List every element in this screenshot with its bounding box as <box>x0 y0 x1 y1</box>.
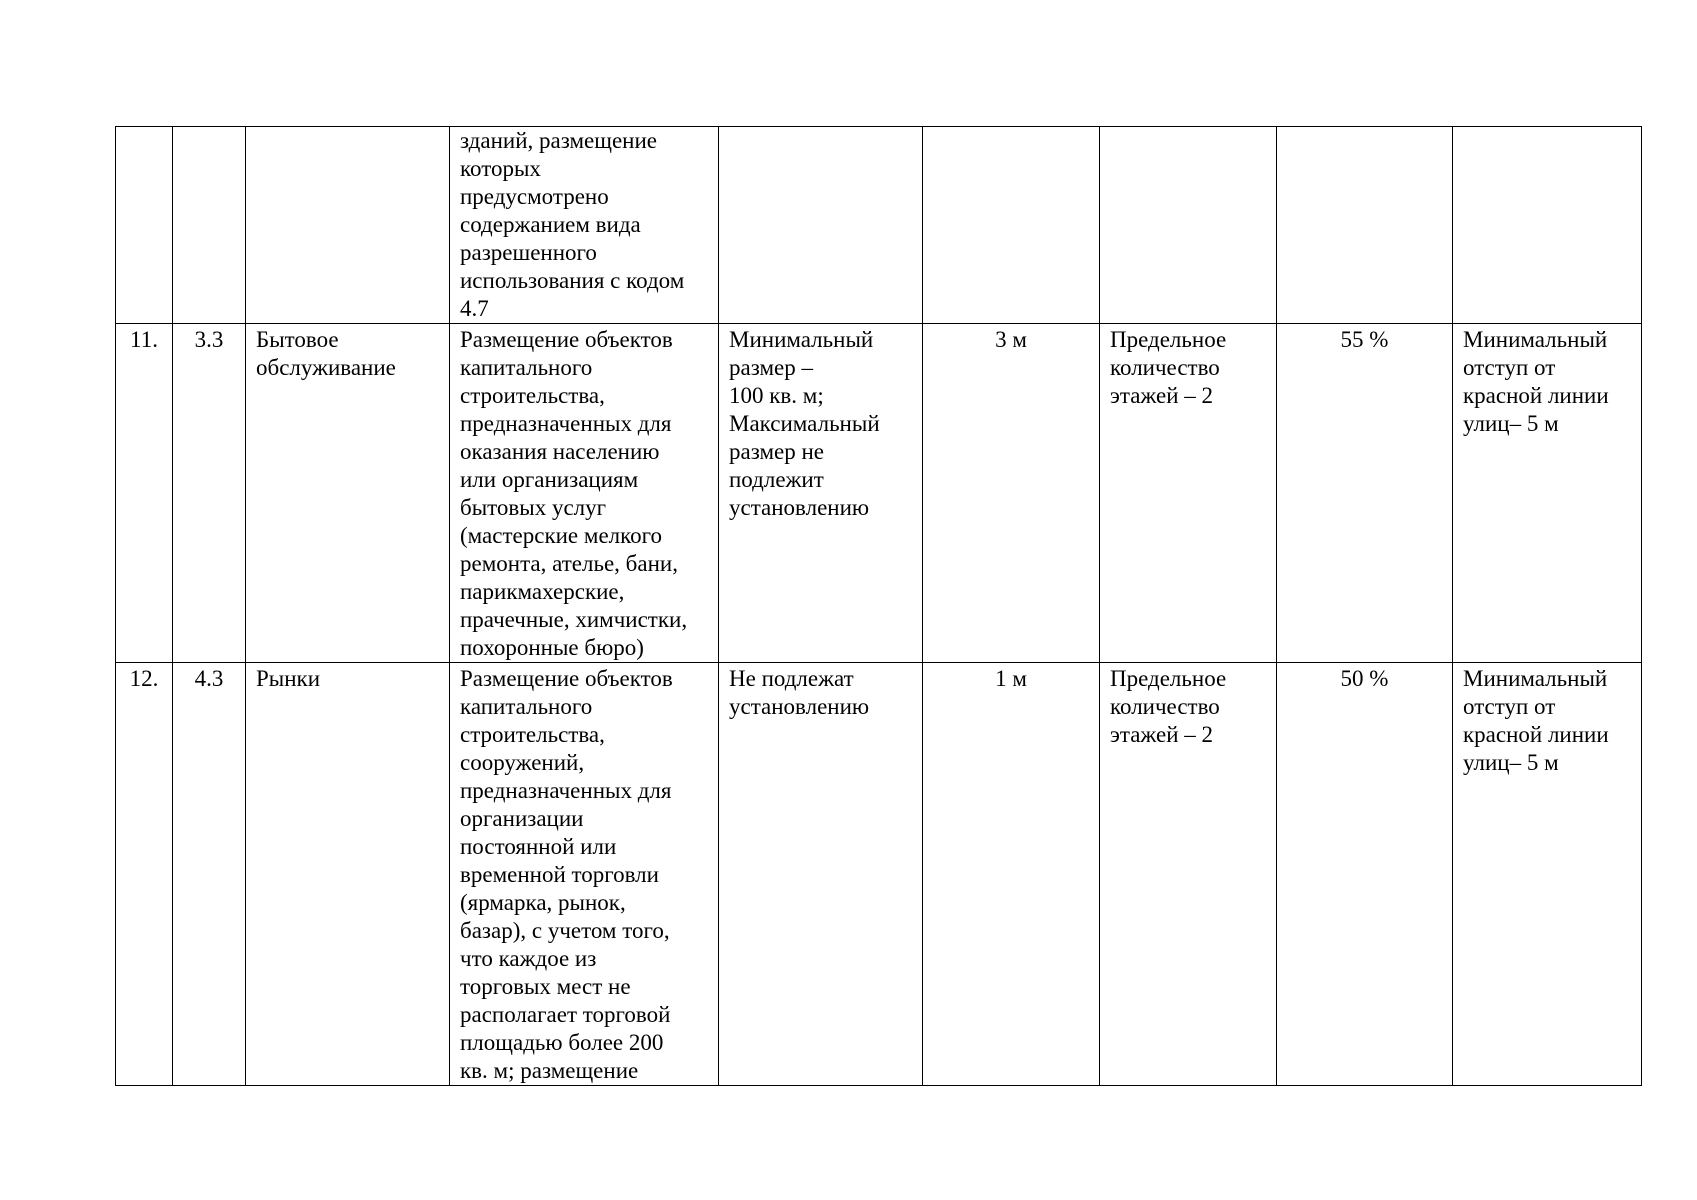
area-cell <box>719 324 923 663</box>
row-number-cell <box>116 127 173 324</box>
max-floors: Предельное количество этажей – 2 <box>1110 327 1227 408</box>
plot-area: Не подлежат установлению <box>729 666 870 719</box>
use-code: 3.3 <box>194 327 224 352</box>
setback-cell <box>923 127 1100 324</box>
description-cell <box>450 324 719 663</box>
min-setback: 1 м <box>995 666 1027 691</box>
table-row <box>116 127 1642 324</box>
other-cell <box>1453 663 1642 1086</box>
max-coverage: 55 % <box>1340 327 1389 352</box>
row-number-cell <box>116 324 173 663</box>
row-number-cell <box>116 663 173 1086</box>
plot-area: Минимальный размер – 100 кв. м; Максимальный размер не подлежит установлению <box>729 327 880 520</box>
description-cell <box>450 127 719 324</box>
use-description: Размещение объектов капитального строительства, сооружений, предназначенных для организации постоянной или временной торговли (ярмарка, рынок, базар), с учетом того, что каждое из торговых мест не располагает торговой площадью более 200 кв. м; размещение <box>460 666 673 1083</box>
max-coverage: 50 % <box>1340 666 1389 691</box>
min-setback: 3 м <box>995 327 1027 352</box>
use-name: Бытовое обслуживание <box>256 327 396 380</box>
description-cell <box>450 663 719 1086</box>
other-params: Минимальный отступ от красной линии улиц– 5 м <box>1463 666 1609 775</box>
row-number: 11. <box>130 327 158 352</box>
table-row <box>116 663 1642 1086</box>
use-name: Рынки <box>256 666 321 691</box>
code-cell <box>173 663 246 1086</box>
coverage-cell <box>1277 663 1453 1086</box>
setback-cell <box>923 324 1100 663</box>
floors-cell <box>1100 127 1277 324</box>
name-cell <box>246 127 450 324</box>
area-cell <box>719 127 923 324</box>
use-description: Размещение объектов капитального строительства, предназначенных для оказания населению или организациям бытовых услуг (мастерские мелкого ремонта, ателье, бани, парикмахерские, прачечные, химчистки, похоронные бюро) <box>460 327 688 660</box>
name-cell <box>246 324 450 663</box>
setback-cell <box>923 663 1100 1086</box>
use-code: 4.3 <box>194 666 224 691</box>
floors-cell <box>1100 324 1277 663</box>
coverage-cell <box>1277 127 1453 324</box>
other-cell <box>1453 127 1642 324</box>
max-floors: Предельное количество этажей – 2 <box>1110 666 1227 747</box>
code-cell <box>173 127 246 324</box>
row-number: 12. <box>129 666 159 691</box>
land-use-table <box>115 126 1642 1086</box>
other-params: Минимальный отступ от красной линии улиц– 5 м <box>1463 327 1609 436</box>
other-cell <box>1453 324 1642 663</box>
use-description: зданий, размещение которых предусмотрено содержанием вида разрешенного использования с кодом 4.7 <box>460 128 685 321</box>
floors-cell <box>1100 663 1277 1086</box>
name-cell <box>246 663 450 1086</box>
coverage-cell <box>1277 324 1453 663</box>
code-cell <box>173 324 246 663</box>
area-cell <box>719 663 923 1086</box>
table-row <box>116 324 1642 663</box>
